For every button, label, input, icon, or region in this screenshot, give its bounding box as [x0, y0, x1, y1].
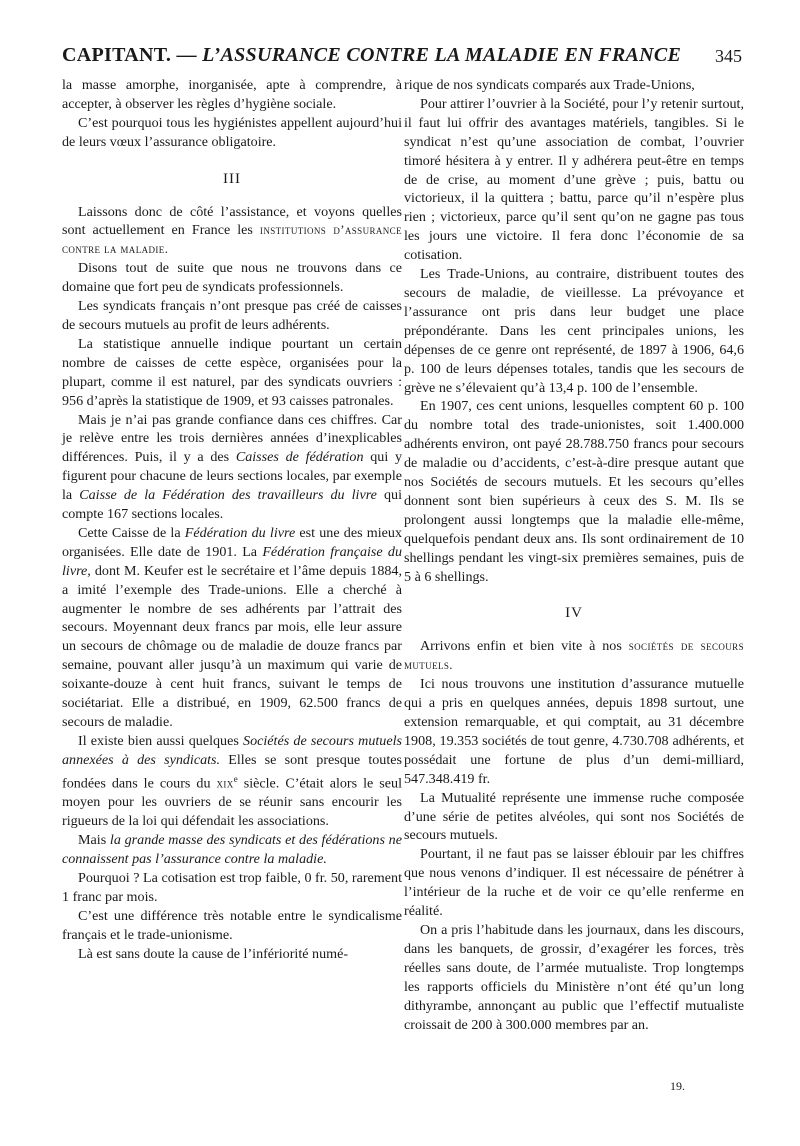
italic-run: Fédération du livre	[184, 524, 296, 541]
italic-run: la grande masse des syndicats et des fédérations ne connaissent pas l’assurance contre la maladie.	[62, 832, 402, 868]
paragraph: En 1907, ces cent unions, lesquelles comptent 60 p. 100 du nombre total des trade-unionistes, soit 1.400.000 adhérents environ, ont payé 28.788.750 francs pour secours de maladie ou d’accidents, c’est-à-dire presque autant que nos Sociétés de secours mutuels. Et les secours qu’elles donnent sont bien supérieurs à ceux des S. M. Ils se prolongent aussi longtemps que la maladie elle-même, quelquefois pendant deux ans. Ils sont ordinairement de 10 shellings pendant les vingt-six premières semaines, puis de 5 à 6 shellings.	[404, 398, 744, 585]
paragraph	[404, 637, 744, 675]
text-run: qui y figurent pour chacune de leurs sections locales, par exemple la	[62, 449, 402, 504]
text-run: dont M. Keufer est le secrétaire et l’âme depuis 1884, a imité l’exemple des Trade-unions. Elle a cherché à augmenter le nombre de ses adhérents par l’attrait des secours. Moyennant deux francs par mois, elle leur assure un secours de chômage ou de maladie de douze francs par semaine, pouvant aller jusqu’à un maximum qui varie de soixante-douze à cent huit francs, suivant le temps de sociétariat. Elle a distribué, en 1909, 62.500 francs de secours de maladie.	[62, 562, 402, 730]
text-run: Mais	[78, 832, 110, 849]
text-run: siècle. C’était alors le seul moyen pour les ouvriers de se réunir sans encourir les rigueurs de la loi qui défendait les associations.	[62, 775, 402, 830]
section-heading: IV	[565, 605, 583, 622]
text-run: Il existe bien aussi quelques	[78, 732, 244, 749]
text-run: Elles se sont presque toutes fondées dans le cours du	[62, 751, 403, 792]
paragraph: La Mutualité représente une immense ruche composée d’une série de petites alvéoles, qui sont nos Sociétés de secours mutuels.	[404, 789, 744, 844]
paragraph: Là est sans doute la cause de l’infériorité numé-	[78, 945, 349, 962]
paragraph: Pour attirer l’ouvrier à la Société, pour l’y retenir surtout, il faut lui offrir des avantages matériels, tangibles. Si le syndicat n’est qu’une association de combat, l’ouvrier timoré hésitera à y entrer. Il y adhérera peut-être en temps de de crise, au moment d’une grève ; puis, battu ou victorieux, il la quittera ; battu, parce qu’il n’espère plus rien ; victorieux, parce qu’il sent qu’on ne gagne pas tous les jours une victoire. Il fera donc l’économie de sa cotisation.	[404, 95, 744, 264]
italic-run: Caisse de la Fédération des travailleurs du livre	[79, 487, 377, 504]
paragraph: Pourquoi ? La cotisation est trop faible, 0 fr. 50, rarement 1 franc par mois.	[62, 869, 402, 905]
paragraph: C’est une différence très notable entre le syndicalisme français et le trade-unionisme.	[62, 907, 402, 943]
italic-run: Fédération française du livre,	[62, 543, 403, 579]
text-run: Mais je n’ai pas grande confiance dans ces chiffres. Car je relève entre les trois dernières années d’inexplicables différences. Puis, il y a des	[62, 411, 402, 466]
text-run: qui compte 167 sections locales.	[62, 487, 402, 523]
paragraph	[62, 203, 402, 260]
small-caps-run: institutions d’assurance contre la maladie.	[62, 223, 402, 257]
header-author: CAPITANT. —	[62, 44, 197, 66]
text-run: Cette Caisse de la	[78, 524, 185, 541]
paragraph: Ici nous trouvons une institution d’assurance mutuelle qui a pris en quelques années, depuis 1898 surtout, une extension remarquable, et qui comptait, au 31 décembre 1908, 19.353 sociétés de tout genre, 4.730.708 adhérents, et possédait une fortune de plus d’un demi-milliard, 547.348.419 fr.	[404, 676, 744, 787]
paragraph	[62, 411, 402, 524]
italic-run: Caisses de fédération	[235, 449, 364, 466]
section-heading: III	[223, 170, 241, 187]
running-header	[62, 44, 742, 70]
paragraph: Les syndicats français n’ont presque pas créé de caisses de secours mutuels au profit de leurs adhérents.	[62, 298, 402, 333]
right-column	[404, 76, 744, 1034]
paragraph	[62, 732, 402, 831]
small-caps-run: sociétés de secours mutuels.	[404, 639, 744, 673]
superscript: e	[233, 773, 238, 784]
paragraph: Les Trade-Unions, au contraire, distribuent toutes des secours de maladie, de vieillesse. La prévoyance et l’assurance ont pris dans leur budget une place prépondérante. Dans les cent principales unions, les dépenses de ce genre ont représenté, de 1897 à 1906, 64,6 p. 100 de leurs dépenses totales, tandis que les secours de grève ne s’élevaient qu’à 13,4 p. 100 de l’ensemble.	[404, 266, 744, 396]
header-article-title: L’ASSURANCE CONTRE LA MALADIE EN FRANCE	[202, 44, 682, 66]
paragraph: la masse amorphe, inorganisée, apte à comprendre, à accepter, à observer les règles d’hygiène sociale.	[62, 77, 402, 112]
page-number: 345	[715, 46, 742, 66]
text-run: Arrivons enfin et bien vite à nos	[420, 638, 629, 655]
paragraph: On a pris l’habitude dans les journaux, dans les discours, dans les banquets, de grossir, d’exagérer les forces, très réelles sans doute, de l’armée mutualiste. Trop longtemps les rapports officiels du Ministère n’ont été qu’un long dithyrambe, annonçant au public que l’effectif mutualiste croissait de 200 à 300.000 membres par an.	[404, 921, 744, 1033]
paragraph: C’est pourquoi tous les hygiénistes appellent aujourd’hui de leurs vœux l’assurance obligatoire.	[62, 114, 402, 150]
paragraph: Disons tout de suite que nous ne trouvons dans ce domaine que fort peu de syndicats professionnels.	[62, 260, 402, 296]
paragraph: rique de nos syndicats comparés aux Trade-Unions,	[404, 77, 695, 93]
left-column	[62, 76, 402, 963]
text-run: Laissons donc de côté l’assistance, et voyons quelles sont actuellement en France les	[62, 203, 402, 239]
paragraph	[62, 524, 402, 732]
paragraph: La statistique annuelle indique pourtant un certain nombre de caisses de cette espèce, organisées pour la plupart, comme il est naturel, par des syndicats ouvriers : 956 d’après la statistique de 1909, et 93 caisses patronales.	[62, 335, 402, 409]
small-caps-run: xix	[216, 776, 234, 791]
header-title	[62, 44, 681, 67]
italic-run: Sociétés de secours mutuels annexées à des syndicats.	[62, 732, 403, 768]
paragraph	[62, 831, 402, 869]
paragraph: Pourtant, il ne faut pas se laisser éblouir par les chiffres que nous venons d’indiquer. Il est nécessaire de pénétrer à l’intérieur de la ruche et de voir ce qu’elle renferme en réalité.	[404, 846, 744, 920]
text-run: est une des mieux organisées. Elle date de 1901. La	[62, 524, 402, 560]
signature-mark: 19.	[670, 1079, 685, 1093]
